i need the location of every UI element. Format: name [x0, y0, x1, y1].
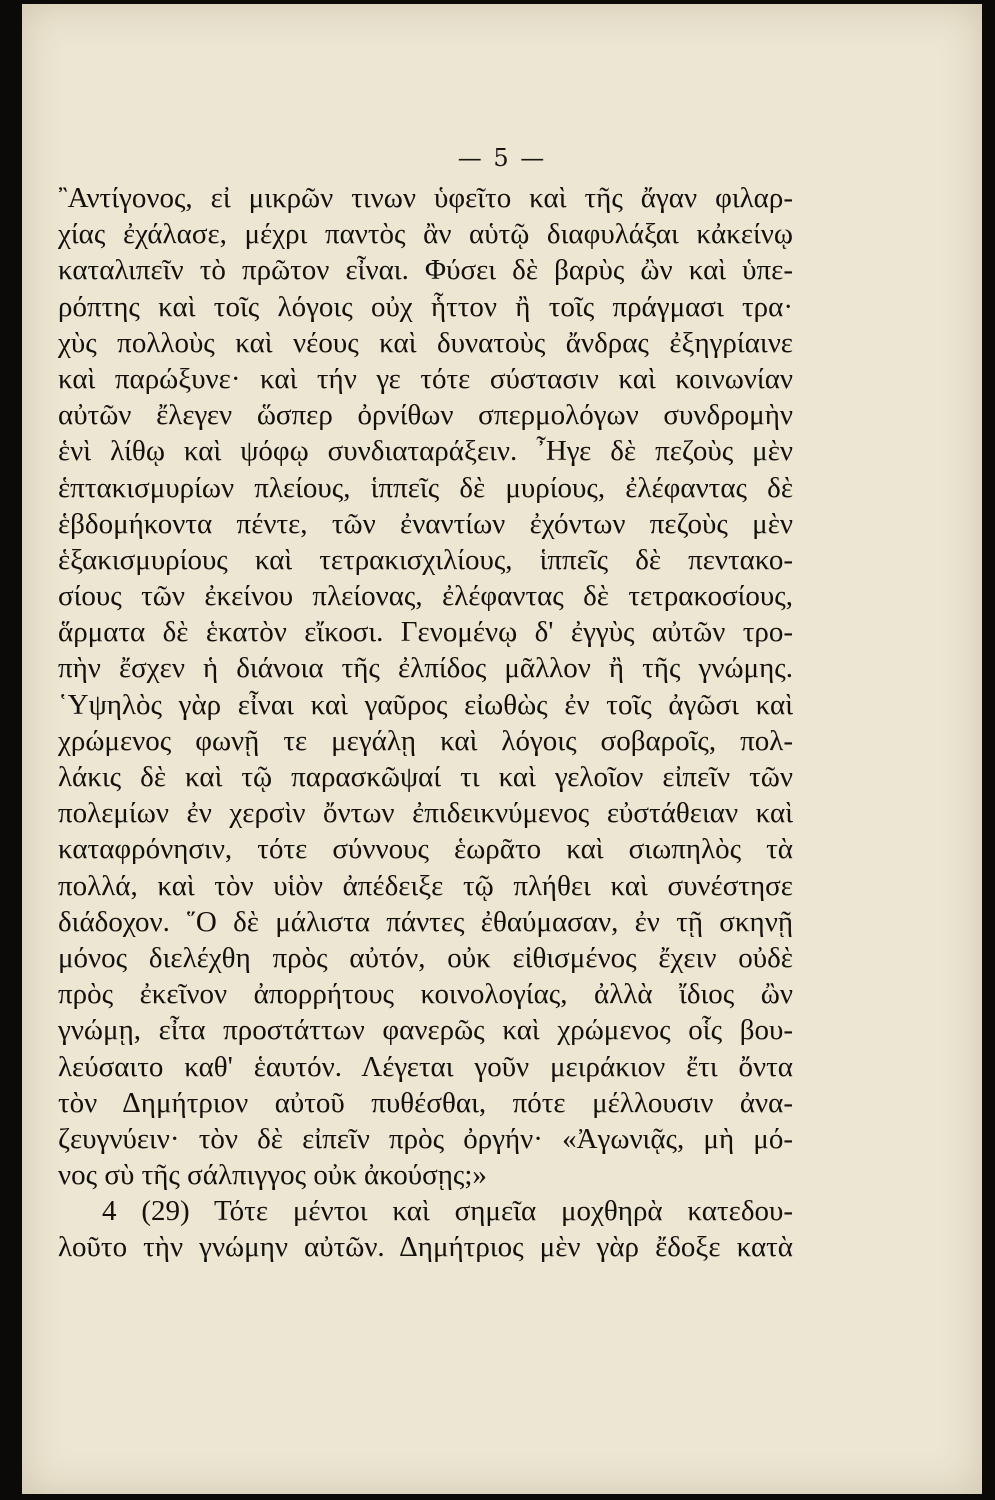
text-line: καταφρόνησιν, τότε σύννους ἑωρᾶτο καὶ σιωπηλὸς τὰ: [58, 833, 793, 866]
section-start-line: 4 (29) Τότε μέντοι καὶ σημεῖα μοχθηρὰ κατεδου-: [102, 1195, 793, 1228]
text-line: ζευγνύειν· τὸν δὲ εἰπεῖν πρὸς ὀργήν· «Ἀγωνιᾷς, μὴ μό-: [58, 1122, 793, 1155]
body-text: [58, 180, 793, 1266]
text-line: μόνος διελέχθη πρὸς αὐτόν, οὐκ εἰθισμένος ἔχειν οὐδὲ: [58, 941, 793, 974]
text-line: ἑβδομήκοντα πέντε, τῶν ἐναντίων ἐχόντων πεζοὺς μὲν: [58, 507, 793, 540]
text-line: χὺς πολλοὺς καὶ νέους καὶ δυνατοὺς ἄνδρας ἐξηγρίαινε: [58, 326, 793, 359]
text-line: ῾Υψηλὸς γὰρ εἶναι καὶ γαῦρος εἰωθὼς ἐν τοῖς ἀγῶσι καὶ: [58, 688, 793, 721]
text-line: σίους τῶν ἐκείνου πλείονας, ἐλέφαντας δὲ τετρακοσίους,: [58, 580, 793, 613]
text-line: ἑξακισμυρίους καὶ τετρακισχιλίους, ἱππεῖς δὲ πεντακο-: [58, 543, 793, 576]
page-number: — 5 —: [457, 144, 547, 172]
text-line: πολεμίων ἐν χερσὶν ὄντων ἐπιδεικνύμενος εὐστάθειαν καὶ: [58, 797, 793, 830]
text-line: λάκις δὲ καὶ τῷ παρασκῶψαί τι καὶ γελοῖον εἰπεῖν τῶν: [58, 761, 793, 793]
text-line: πὴν ἔσχεν ἡ διάνοια τῆς ἐλπίδος μᾶλλον ἢ τῆς γνώμης.: [58, 652, 793, 685]
text-line: λοῦτο τὴν γνώμην αὐτῶν. Δημήτριος μὲν γὰρ ἔδοξε κατὰ: [58, 1231, 793, 1264]
text-line: νος σὺ τῆς σάλπιγγος οὐκ ἀκούσῃς;»: [58, 1159, 487, 1192]
text-line: ἅρματα δὲ ἑκατὸν εἴκοσι. Γενομένῳ δ' ἐγγὺς αὐτῶν τρο-: [58, 616, 793, 649]
text-line: καὶ παρώξυνε· καὶ τήν γε τότε σύστασιν καὶ κοινωνίαν: [58, 362, 793, 395]
text-line: ῍Αντίγονος, εἰ μικρῶν τινων ὑφεῖτο καὶ τῆς ἄγαν φιλαρ-: [58, 182, 793, 214]
text-line: αὐτῶν ἔλεγεν ὥσπερ ὀρνίθων σπερμολόγων συνδρομὴν: [58, 399, 793, 432]
text-line: χρώμενος φωνῇ τε μεγάλῃ καὶ λόγοις σοβαροῖς, πολ-: [58, 724, 793, 757]
text-line: πολλά, καὶ τὸν υἱὸν ἀπέδειξε τῷ πλήθει καὶ συνέστησε: [58, 869, 793, 902]
text-line: διάδοχον. ῞Ο δὲ μάλιστα πάντες ἐθαύμασαν, ἐν τῇ σκηνῇ: [58, 905, 793, 938]
text-line: ἑνὶ λίθῳ καὶ ψόφῳ συνδιαταράξειν. ῏Ηγε δὲ πεζοὺς μὲν: [58, 435, 793, 468]
text-line: καταλιπεῖν τὸ πρῶτον εἶναι. Φύσει δὲ βαρὺς ὢν καὶ ὑπε-: [58, 254, 793, 287]
text-line: πρὸς ἐκεῖνον ἀπορρήτους κοινολογίας, ἀλλὰ ἴδιος ὢν: [58, 978, 793, 1011]
text-line: τὸν Δημήτριον αὐτοῦ πυθέσθαι, πότε μέλλουσιν ἀνα-: [58, 1086, 793, 1119]
book-page: [22, 4, 982, 1494]
text-line: χίας ἐχάλασε, μέχρι παντὸς ἂν αὑτῷ διαφυλάξαι κἀκείνῳ: [58, 218, 793, 251]
text-line: ἑπτακισμυρίων πλείους, ἱππεῖς δὲ μυρίους, ἐλέφαντας δὲ: [58, 471, 793, 504]
text-line: λεύσαιτο καθ' ἑαυτόν. Λέγεται γοῦν μειράκιον ἔτι ὄντα: [58, 1050, 793, 1083]
text-line: ρόπτης καὶ τοῖς λόγοις οὐχ ἧττον ἢ τοῖς πράγμασι τρα·: [58, 290, 793, 323]
text-line: γνώμῃ, εἶτα προστάττων φανερῶς καὶ χρώμενος οἷς βου-: [58, 1014, 793, 1047]
